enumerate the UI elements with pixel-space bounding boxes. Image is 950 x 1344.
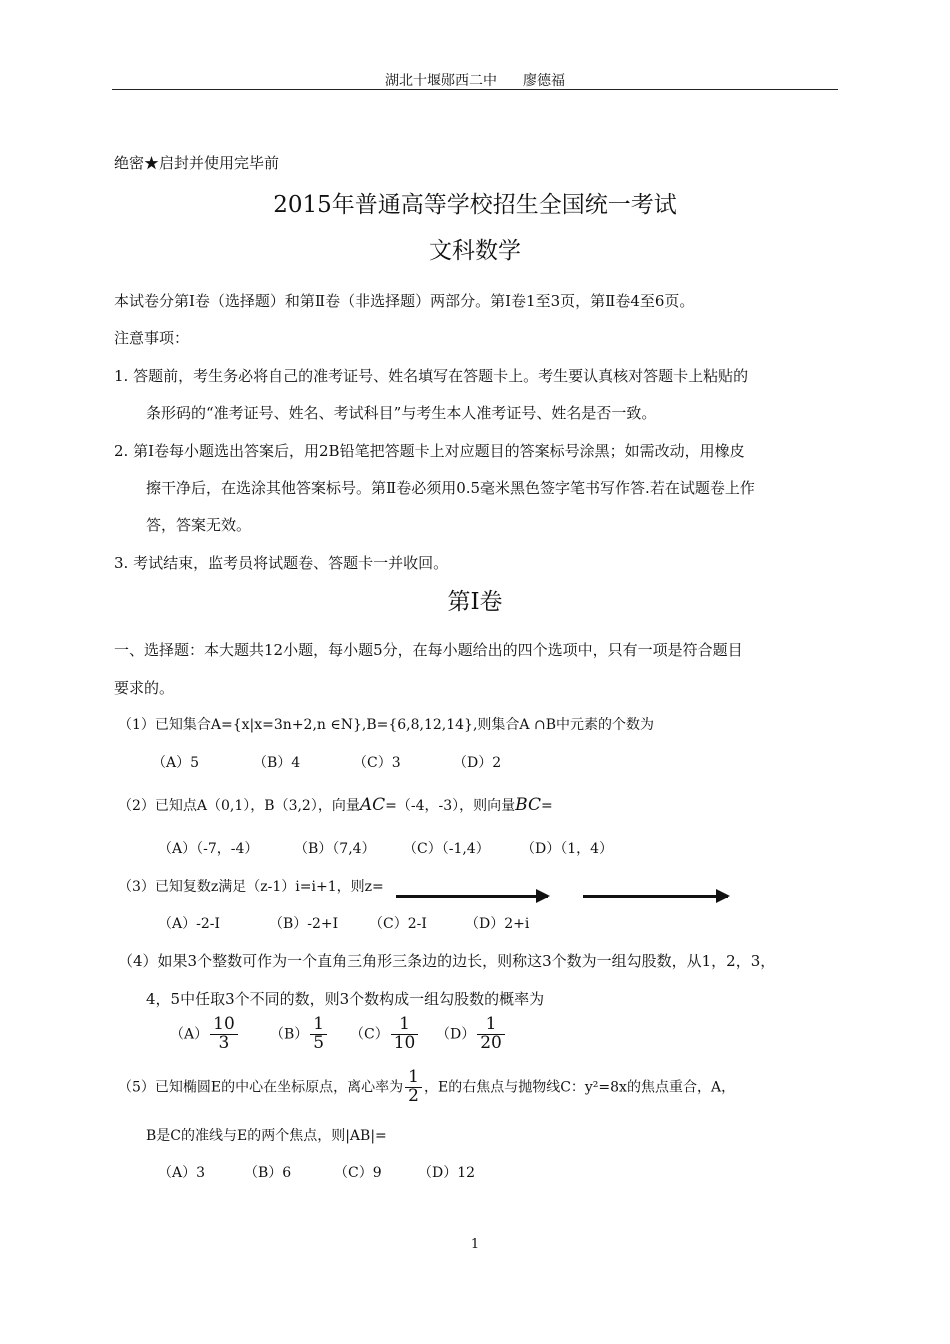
question-3-stem: （3）已知复数z满足（z-1）i=i+1，则z=: [118, 879, 384, 895]
header-author: 廖德福: [523, 73, 565, 89]
eccentricity-fraction: [405, 1069, 422, 1106]
q4-option-d: [436, 1016, 507, 1053]
secret-label: 绝密★启封并使用完毕前: [114, 154, 280, 172]
fraction-numerator: 1: [477, 1016, 505, 1035]
page-header: [0, 70, 950, 90]
exam-subtitle: 文科数学: [429, 238, 521, 264]
q5-option-b: （B）6: [244, 1165, 292, 1181]
note-2-line-2: 擦干净后，在选涂其他答案标号。第Ⅱ卷必须用0.5毫米黑色签字笔书写作答.若在试题卷上作: [146, 479, 755, 497]
q4-option-a: [170, 1016, 270, 1053]
q4-option-c: [350, 1016, 436, 1053]
q5-option-a: （A）3: [158, 1165, 206, 1181]
question-2-stem: [118, 795, 553, 815]
q3-option-d: （D）2+i: [465, 916, 530, 932]
fraction-numerator: 1: [310, 1016, 327, 1035]
note-2-line-1: 2. 第Ⅰ卷每小题选出答案后，用2B铅笔把答题卡上对应题目的答案标号涂黑；如需改动，用橡皮: [114, 442, 745, 460]
exam-title: 2015年普通高等学校招生全国统一考试: [273, 192, 677, 218]
q4-option-a-fraction: [210, 1016, 238, 1053]
fraction-denominator: 2: [408, 1085, 419, 1106]
question-3-options: [158, 913, 529, 933]
q4-option-c-fraction: [391, 1016, 419, 1053]
header-divider: [112, 89, 838, 90]
question-1-stem: （1）已知集合A={x|x=3n+2,n ∈N},B={6,8,12,14},则集合A ∩B中元素的个数为: [118, 717, 654, 733]
vector-arrow-icon: [396, 895, 548, 898]
fraction-numerator: 10: [210, 1016, 238, 1035]
q4-option-c-label: （C）: [350, 1026, 389, 1043]
q1-option-b: （B）4: [253, 755, 301, 771]
q3-option-c: （C）2-I: [369, 916, 427, 932]
q2-option-c: （C）（-1,4）: [403, 841, 490, 857]
section-line-2: 要求的。: [114, 679, 175, 697]
q3-option-b: （B）-2+I: [269, 916, 339, 932]
q4-option-d-fraction: [477, 1016, 505, 1053]
section-line-1: 一、选择题：本大题共12小题，每小题5分，在每小题给出的四个选项中，只有一项是符合题目: [114, 641, 743, 659]
question-5-line-2: B是C的准线与E的两个焦点，则|AB|=: [146, 1128, 387, 1144]
q2-option-b: （B）（7,4）: [294, 841, 376, 857]
note-1-line-1: 1. 答题前，考生务必将自己的准考证号、姓名填写在答题卡上。考生要认真核对答题卡上粘贴的: [114, 367, 749, 385]
question-4-line-1: （4）如果3个整数可作为一个直角三角形三条边的边长，则称这3个数为一组勾股数，从1，2，3，: [118, 952, 776, 970]
q4-option-b-label: （B）: [270, 1026, 309, 1043]
q3-option-a: （A）-2-I: [158, 916, 221, 932]
fraction-numerator: 1: [405, 1069, 422, 1088]
q4-option-b: [270, 1016, 350, 1053]
part-title: 第Ⅰ卷: [447, 589, 503, 615]
q2-stem-part-b: =（-4，-3），则向量: [385, 798, 516, 814]
q1-option-a: （A）5: [152, 755, 200, 771]
fraction-denominator: 5: [313, 1032, 325, 1053]
fraction-denominator: 20: [480, 1032, 502, 1053]
q4-option-a-label: （A）: [170, 1026, 209, 1043]
question-2-options: [158, 838, 613, 858]
question-5-line-1: [118, 1069, 735, 1106]
vector-bc: BC: [515, 795, 541, 815]
note-2-line-3: 答，答案无效。: [146, 516, 252, 534]
question-4-line-2: 4，5中任取3个不同的数，则3个数构成一组勾股数的概率为: [146, 990, 545, 1008]
q4-option-b-fraction: [310, 1016, 327, 1053]
q5-option-d: （D）12: [418, 1165, 476, 1181]
intro-text: 本试卷分第Ⅰ卷（选择题）和第Ⅱ卷（非选择题）两部分。第Ⅰ卷1至3页，第Ⅱ卷4至6页。: [114, 292, 695, 310]
q2-option-d: （D）（1，4）: [521, 841, 614, 857]
vector-ac: AC: [359, 795, 386, 815]
q2-stem-part-c: =: [540, 798, 553, 814]
notice-label: 注意事项：: [114, 329, 190, 347]
q5-stem-part-a: （5）已知椭圆E的中心在坐标原点，离心率为: [118, 1079, 404, 1096]
q2-stem-part-a: （2）已知点A（0,1），B（3,2），向量: [118, 798, 360, 814]
header-school: 湖北十堰郧西二中: [385, 73, 497, 89]
q5-stem-part-b: ，E的右焦点与抛物线C：y²=8x的焦点重合，A，: [423, 1079, 736, 1096]
fraction-numerator: 1: [391, 1016, 419, 1035]
question-4-options: [170, 1016, 507, 1053]
q2-option-a: （A）（-7，-4）: [158, 841, 259, 857]
q4-option-d-label: （D）: [436, 1026, 476, 1043]
question-1-options: [152, 752, 501, 772]
vector-arrow-icon: [583, 895, 728, 898]
q1-option-c: （C）3: [353, 755, 401, 771]
page-number: 1: [470, 1237, 480, 1252]
fraction-denominator: 3: [218, 1032, 230, 1053]
q5-option-c: （C）9: [334, 1165, 382, 1181]
note-3: 3. 考试结束，监考员将试题卷、答题卡一并收回。: [114, 554, 449, 572]
question-5-options: [158, 1162, 475, 1182]
q1-option-d: （D）2: [453, 755, 502, 771]
note-1-line-2: 条形码的“准考证号、姓名、考试科目”与考生本人准考证号、姓名是否一致。: [146, 404, 657, 422]
fraction-denominator: 10: [393, 1032, 416, 1053]
